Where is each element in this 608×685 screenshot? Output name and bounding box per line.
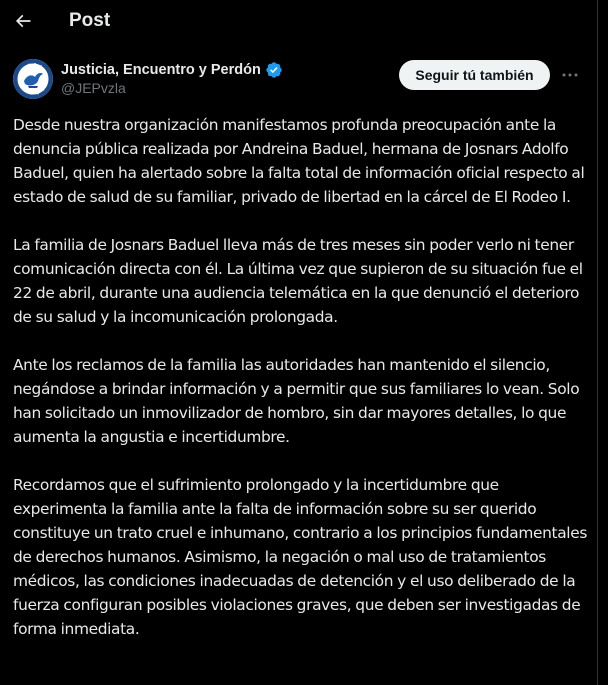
more-options-icon[interactable] — [561, 66, 579, 84]
post-paragraph: Ante los reclamos de la familia las autoridades han mantenido el silencio, negándose a brindar información y a permitir que sus familiares lo vean. Solo han solicitado un inmovilizador de hombro, sin dar mayores detalles, lo que aumenta la angustia e incertidumbre. — [13, 356, 580, 446]
author-name[interactable]: Justicia, Encuentro y Perdón — [61, 62, 261, 78]
author-name-row — [61, 60, 283, 80]
verified-badge-icon[interactable] — [265, 61, 283, 79]
page-title: Post — [69, 10, 111, 31]
post-text — [13, 113, 588, 665]
back-arrow-icon[interactable] — [13, 11, 33, 31]
organization-logo-icon — [13, 59, 53, 99]
post-paragraph: Desde nuestra organización manifestamos profunda preocupación ante la denuncia pública realizada por Andreina Baduel, hermana de Josnars Adolfo Baduel, quien ha alertado sobre la falta total de información oficial respecto al estado de salud de su familiar, privado de libertad en la cárcel de El Rodeo I. — [13, 116, 585, 206]
post-paragraph: Recordamos que el sufrimiento prolongado y la incertidumbre que experimenta la familia ante la falta de información sobre su ser querido constituye un trato cruel e inhumano, contrario a los principios fundamentales de derechos humanos. Asimismo, la negación o mal uso de tratamientos médicos, las condiciones inadecuadas de detención y el uso deliberado de la fuerza configuran posibles violaciones graves, que deben ser investigadas de forma inmediata. — [13, 476, 587, 638]
back-button[interactable] — [6, 4, 40, 38]
post-paragraph: La familia de Josnars Baduel lleva más de tres meses sin poder verlo ni tener comunicación directa con él. La última vez que supieron de su situación fue el 22 de abril, durante una audiencia telemática en la que denunció el deterioro de su salud y la incomunicación prolongada. — [13, 236, 583, 326]
top-bar — [0, 0, 597, 42]
author-handle[interactable]: @JEPvzla — [61, 80, 126, 96]
more-options-button[interactable] — [556, 62, 584, 88]
author-avatar[interactable] — [13, 59, 53, 99]
follow-back-button[interactable]: Seguir tú también — [399, 60, 550, 90]
